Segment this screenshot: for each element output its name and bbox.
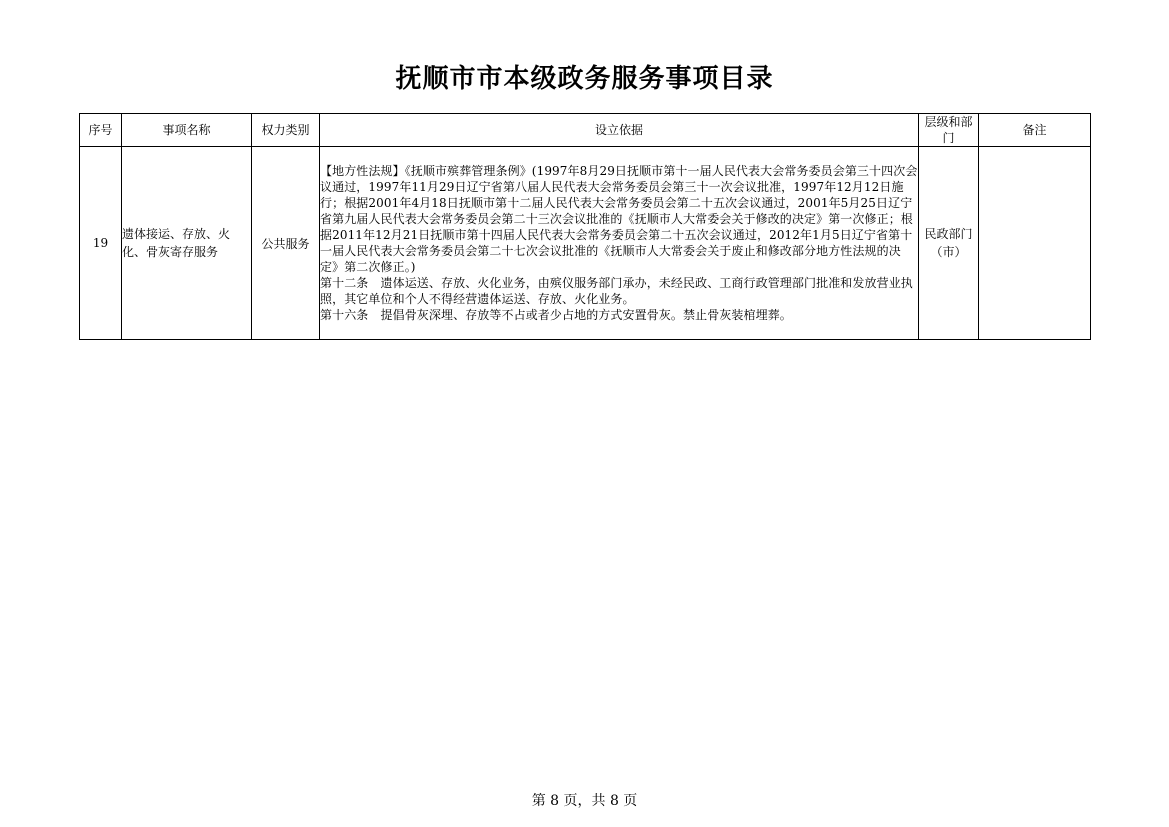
cell-name: 遗体接运、存放、火化、骨灰寄存服务 — [122, 147, 252, 340]
table-row — [80, 147, 1091, 340]
table-header-row — [80, 114, 1091, 147]
cell-type: 公共服务 — [252, 147, 320, 340]
header-level: 层级和部门 — [919, 114, 979, 147]
basis-paragraph: 第十二条 遗体运送、存放、火化业务，由殡仪服务部门承办，未经民政、工商行政管理部门批准和发放营业执照，其它单位和个人不得经营遗体运送、存放、火化业务。 — [320, 276, 913, 306]
header-type: 权力类别 — [252, 114, 320, 147]
page-footer: 第 8 页，共 8 页 — [531, 793, 638, 809]
cell-note — [979, 147, 1091, 340]
basis-paragraph: 【地方性法规】《抚顺市殡葬管理条例》(1997年8月29日抚顺市第十一届人民代表大会常务委员会第三十四次会议通过，1997年11月29日辽宁省第八届人民代表大会常务委员会第三十一次会议批准，1997年12月12日施行；根据2001年4月18日抚顺市第十二届人民代表大会常务委员会第二十五次会议通过，2001年5月25日辽宁省第九届人民代表大会常务委员会第二十三次会议批准的《抚顺市人大常委会关于修改的决定》第一次修正；根据2011年12月21日抚顺市第十四届人民代表大会常务委员会第二十五次会议通过，2012年1月5日辽宁省第十一届人民代表大会常务委员会第二十七次会议批准的《抚顺市人大常委会关于废止和修改部分地方性法规的决定》第二次修正。) — [320, 164, 918, 274]
header-name: 事项名称 — [122, 114, 252, 147]
basis-paragraph: 第十六条 提倡骨灰深埋、存放等不占或者少占地的方式安置骨灰。禁止骨灰装棺埋葬。 — [320, 308, 792, 322]
cell-seq: 19 — [80, 147, 122, 340]
header-note: 备注 — [979, 114, 1091, 147]
header-basis: 设立依据 — [320, 114, 919, 147]
cell-level: 民政部门（市） — [919, 147, 979, 340]
page-title: 抚顺市市本级政务服务事项目录 — [395, 64, 774, 94]
cell-basis — [320, 147, 919, 340]
header-seq: 序号 — [80, 114, 122, 147]
catalog-table — [79, 113, 1091, 340]
